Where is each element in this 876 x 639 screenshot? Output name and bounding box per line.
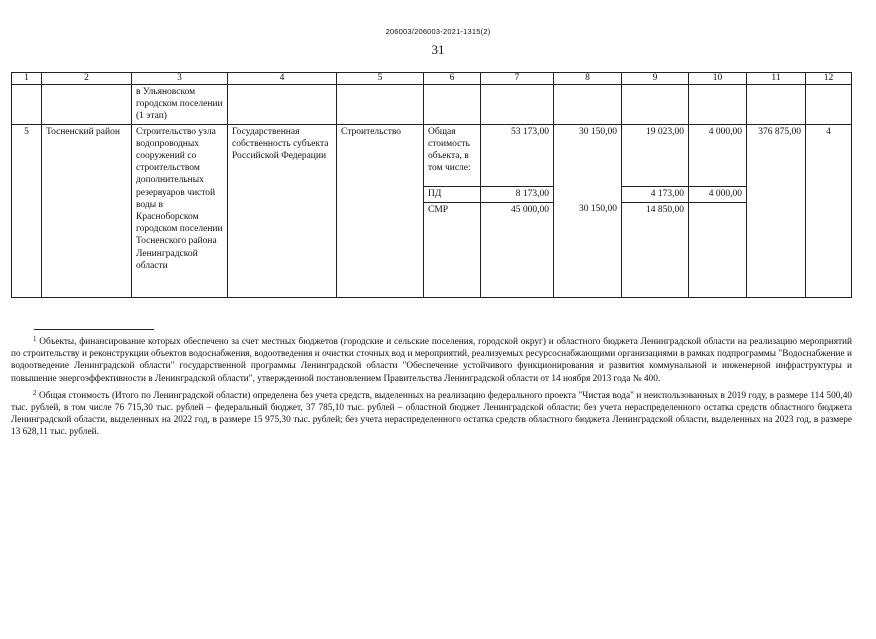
column-number: 3: [132, 73, 228, 85]
value-cell: 14 850,00: [622, 202, 689, 297]
value-cell: 53 173,00: [481, 124, 554, 187]
table-row: [12, 124, 852, 187]
continued-row: [12, 85, 852, 125]
footnote-separator: [34, 329, 154, 330]
footnote-text: Общая стоимость (Итого по Ленинградской области) определена без учета средств, выделенных на реализацию федерального проекта "Чистая вода" и неиспользованных в 2019 году, в размере 114 500,40 тыс. рублей, в том числе 76 715,30 тыс. рублей – федеральный бюджет, 37 785,10 тыс. рублей – областной бюджет Ленинградской области; без учета нераспределенного остатка средств областного бюджета Ленинградской области, выделенных на 2022 год, в размере 15 975,30 тыс. рублей; без учета нераспределенного остатка средств областного бюджета Ленинградской области, выделенных на 2023 год, в размере 13 628,11 тыс. рублей.: [11, 390, 853, 438]
subrow-label: СМР: [424, 202, 481, 297]
footnote: [11, 333, 852, 385]
subrow-label: ПД: [424, 187, 481, 202]
value-cell: [554, 187, 622, 202]
column-number: 6: [424, 73, 481, 85]
column-number: 8: [554, 73, 622, 85]
value-cell: 8 173,00: [481, 187, 554, 202]
column-number: 4: [228, 73, 337, 85]
page-number: 31: [431, 42, 445, 57]
row-number: 5: [12, 124, 42, 297]
footnote-mark: 2: [33, 388, 37, 397]
column-number: 2: [42, 73, 132, 85]
document-id: 206003/206003-2021-1315(2): [385, 27, 491, 36]
value-cell: 4 000,00: [689, 187, 747, 202]
value-cell: 30 150,00: [554, 124, 622, 187]
value-cell: 4 173,00: [622, 187, 689, 202]
value-cell: [689, 202, 747, 297]
value-cell: 19 023,00: [622, 124, 689, 187]
column-number: 12: [806, 73, 852, 85]
footnote-text: Объекты, финансирование которых обеспечено за счет местных бюджетов (городские и сельские поселения, городской округ) и областного бюджета Ленинградской области на реализацию мероприятий по строительству и реконструкции объектов водоснабжения, водоотведения и очистки сточных вод и мероприятий, реализуемых ресурсоснабжающими организациями в рамках подпрограммы "Водоснабжение и водоотведение Ленинградской области" государственной программы Ленинградской области "Обеспечение устойчивого функционирования и развития коммунальной и инженерной инфраструктуры и повышение энергоэффективности в Ленинградской области", утвержденной постановлением Правительства Ленинградской области от 14 ноября 2013 года № 400.: [11, 337, 853, 384]
footnote: [11, 387, 852, 439]
footnote-mark: 1: [33, 335, 37, 343]
object-name-continued: в Ульяновском городском поселении (1 этап): [132, 85, 228, 125]
column-number: 9: [622, 73, 689, 85]
col12-cell: 4: [806, 124, 852, 297]
object-name-cell: Строительство узла водопроводных сооружений со строительством дополнительных резервуаров чистой воды в Красноборском городском поселении Тосненского района Ленинградской области: [132, 124, 228, 297]
column-number: 1: [12, 73, 42, 85]
value-cell: 45 000,00: [481, 202, 554, 297]
ownership-cell: Государственная собственность субъекта Российской Федерации: [228, 124, 337, 297]
value-cell: 30 150,00: [554, 202, 622, 297]
district-cell: Тосненский район: [42, 124, 132, 297]
value-cell: 4 000,00: [689, 124, 747, 187]
subrow-label: Общая стоимость объекта, в том числе:: [424, 124, 481, 187]
investment-table: [11, 72, 852, 298]
footnotes: [11, 333, 852, 439]
work-type-cell: Строительство: [337, 124, 424, 297]
column-number-row: [12, 73, 852, 85]
column-number: 10: [689, 73, 747, 85]
column-number: 5: [337, 73, 424, 85]
column-number: 11: [747, 73, 806, 85]
column-number: 7: [481, 73, 554, 85]
col11-cell: 376 875,00: [747, 124, 806, 297]
